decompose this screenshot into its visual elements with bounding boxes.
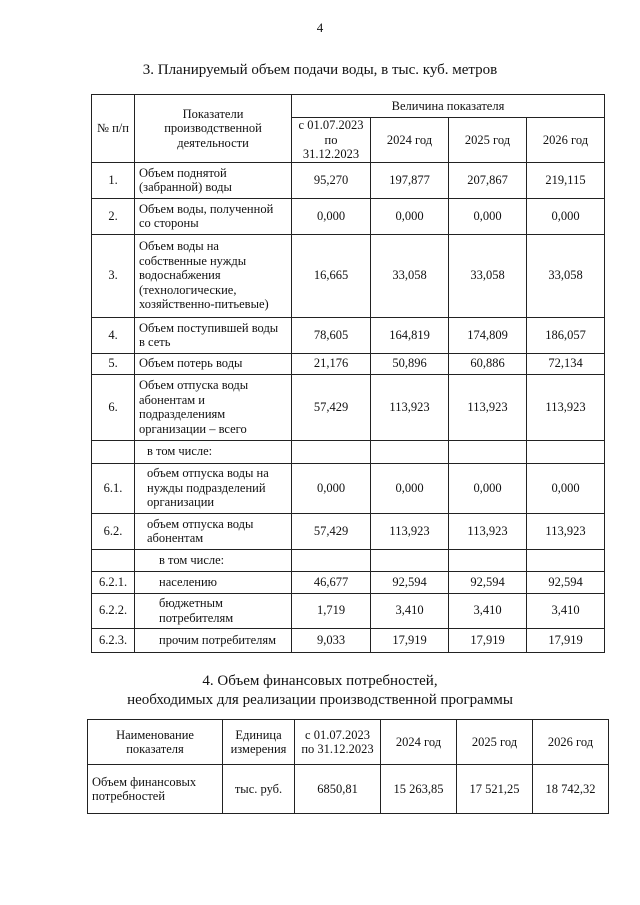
row-num — [92, 549, 135, 571]
cell-value: 0,000 — [292, 198, 371, 234]
cell-value: 60,886 — [449, 353, 527, 374]
cell-value: 9,033 — [292, 628, 371, 652]
financial-needs-table — [87, 719, 609, 814]
row-name: в том числе: — [135, 440, 292, 463]
cell-value: 113,923 — [527, 374, 605, 440]
row-num: 5. — [92, 353, 135, 374]
cell-value: 0,000 — [527, 198, 605, 234]
cell-value: 113,923 — [449, 513, 527, 549]
cell-value: 197,877 — [371, 162, 449, 198]
cell-value — [292, 440, 371, 463]
table-row — [92, 317, 605, 353]
cell-value — [371, 440, 449, 463]
row-num: 6. — [92, 374, 135, 440]
cell-value: 21,176 — [292, 353, 371, 374]
cell-value: 17,919 — [371, 628, 449, 652]
row-name: населению — [135, 571, 292, 593]
cell-value: 0,000 — [449, 198, 527, 234]
cell-value: 15 263,85 — [381, 765, 457, 814]
table-row — [92, 374, 605, 440]
page-number: 4 — [316, 20, 324, 35]
cell-value: 113,923 — [527, 513, 605, 549]
cell-value: 92,594 — [371, 571, 449, 593]
row-name: Объем воды, полученной со стороны — [135, 198, 292, 234]
cell-value: 186,057 — [527, 317, 605, 353]
header-unit: Единица измерения — [223, 720, 295, 765]
cell-value: 33,058 — [371, 234, 449, 317]
row-name: Объем потерь воды — [135, 353, 292, 374]
section4-title-line1: 4. Объем финансовых потребностей, — [202, 673, 438, 689]
row-num: 2. — [92, 198, 135, 234]
row-name: Объем поступившей воды в сеть — [135, 317, 292, 353]
cell-value: 17,919 — [527, 628, 605, 652]
row-num: 6.2.1. — [92, 571, 135, 593]
row-num: 3. — [92, 234, 135, 317]
cell-value: 18 742,32 — [533, 765, 609, 814]
cell-value: 0,000 — [371, 198, 449, 234]
cell-value — [371, 549, 449, 571]
cell-value: 113,923 — [371, 374, 449, 440]
row-num: 6.1. — [92, 463, 135, 513]
table-row — [92, 353, 605, 374]
section4-title — [0, 672, 640, 710]
cell-value: 16,665 — [292, 234, 371, 317]
cell-value: 0,000 — [449, 463, 527, 513]
table-row — [88, 765, 609, 814]
cell-value: 17 521,25 — [457, 765, 533, 814]
header-period: 2024 год — [371, 118, 449, 163]
cell-value — [527, 440, 605, 463]
cell-value — [292, 549, 371, 571]
row-num: 1. — [92, 162, 135, 198]
row-unit: тыс. руб. — [223, 765, 295, 814]
table-row — [92, 440, 605, 463]
cell-value: 95,270 — [292, 162, 371, 198]
cell-value: 0,000 — [527, 463, 605, 513]
header-period: 2025 год — [449, 118, 527, 163]
cell-value — [449, 549, 527, 571]
cell-value: 0,000 — [292, 463, 371, 513]
section4-title-line2: необходимых для реализации производственной программы — [127, 692, 513, 708]
row-num: 6.2. — [92, 513, 135, 549]
cell-value: 33,058 — [449, 234, 527, 317]
water-supply-table — [91, 94, 605, 653]
cell-value: 3,410 — [449, 593, 527, 628]
cell-value: 219,115 — [527, 162, 605, 198]
cell-value: 46,677 — [292, 571, 371, 593]
table-row — [92, 463, 605, 513]
cell-value: 17,919 — [449, 628, 527, 652]
header-period: 2026 год — [533, 720, 609, 765]
cell-value: 164,819 — [371, 317, 449, 353]
cell-value: 78,605 — [292, 317, 371, 353]
cell-value: 72,134 — [527, 353, 605, 374]
cell-value: 3,410 — [371, 593, 449, 628]
row-name: Объем отпуска воды абонентам и подразделениям организации – всего — [135, 374, 292, 440]
cell-value: 57,429 — [292, 374, 371, 440]
row-num: 6.2.3. — [92, 628, 135, 652]
header-value-group: Величина показателя — [292, 95, 605, 118]
cell-value — [449, 440, 527, 463]
table-row — [92, 234, 605, 317]
cell-value: 1,719 — [292, 593, 371, 628]
header-num: № п/п — [92, 95, 135, 163]
row-num: 6.2.2. — [92, 593, 135, 628]
header-period: с 01.07.2023 по 31.12.2023 — [292, 118, 371, 163]
table-row — [92, 628, 605, 652]
table-row — [92, 593, 605, 628]
header-period: 2025 год — [457, 720, 533, 765]
cell-value: 33,058 — [527, 234, 605, 317]
cell-value: 92,594 — [449, 571, 527, 593]
cell-value: 3,410 — [527, 593, 605, 628]
table-row — [92, 198, 605, 234]
header-period: 2024 год — [381, 720, 457, 765]
row-name: Объем поднятой (забранной) воды — [135, 162, 292, 198]
header-name: Наименование показателя — [88, 720, 223, 765]
cell-value: 50,896 — [371, 353, 449, 374]
cell-value: 57,429 — [292, 513, 371, 549]
row-name: прочим потребителям — [135, 628, 292, 652]
row-name: в том числе: — [135, 549, 292, 571]
table-row — [92, 513, 605, 549]
section3-title: 3. Планируемый объем подачи воды, в тыс. куб. метров — [142, 62, 498, 78]
cell-value: 113,923 — [449, 374, 527, 440]
header-indicator: Показатели производственной деятельности — [135, 95, 292, 163]
cell-value: 174,809 — [449, 317, 527, 353]
table-row — [92, 549, 605, 571]
table-row — [92, 571, 605, 593]
row-name: бюджетным потребителям — [135, 593, 292, 628]
row-num — [92, 440, 135, 463]
header-period: 2026 год — [527, 118, 605, 163]
row-name: объем отпуска воды абонентам — [135, 513, 292, 549]
row-name: объем отпуска воды на нужды подразделений организации — [135, 463, 292, 513]
row-name: Объем воды на собственные нужды водоснабжения (технологические, хозяйственно-питьевые) — [135, 234, 292, 317]
row-name: Объем финансовых потребностей — [88, 765, 223, 814]
cell-value: 6850,81 — [295, 765, 381, 814]
table-row — [92, 162, 605, 198]
cell-value: 207,867 — [449, 162, 527, 198]
cell-value — [527, 549, 605, 571]
cell-value: 0,000 — [371, 463, 449, 513]
cell-value: 92,594 — [527, 571, 605, 593]
header-period: с 01.07.2023 по 31.12.2023 — [295, 720, 381, 765]
cell-value: 113,923 — [371, 513, 449, 549]
row-num: 4. — [92, 317, 135, 353]
